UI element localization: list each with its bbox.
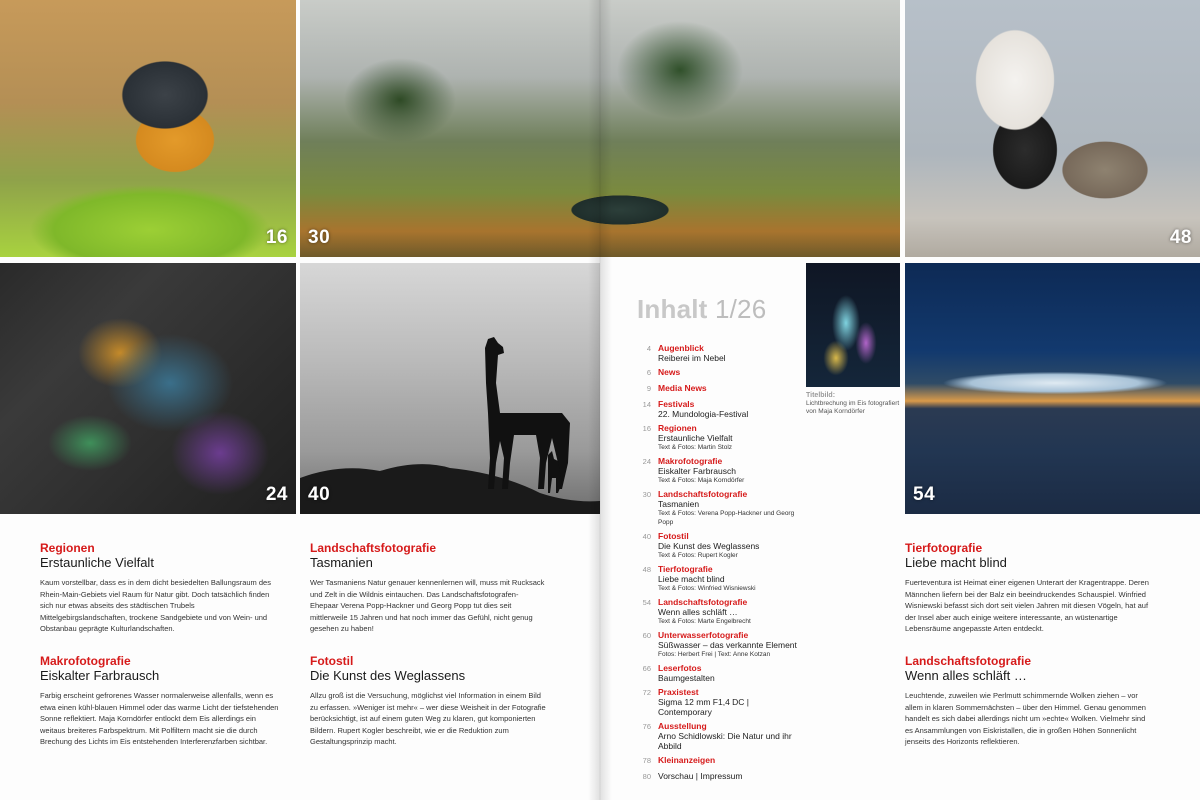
toc-section: Unterwasserfotografie: [658, 630, 749, 640]
toc-page-number: 6: [646, 368, 651, 377]
teaser-section: Landschaftsfotografie: [310, 541, 437, 555]
toc-credit: Text & Fotos: Rupert Kogler: [658, 552, 738, 559]
toc-entry: [637, 423, 805, 452]
toc-entry: [637, 456, 805, 485]
table-of-contents: [637, 343, 805, 787]
contents-title: [637, 294, 766, 325]
teaser-tierfotografie: [905, 541, 1155, 635]
toc-page-number: 40: [642, 532, 651, 541]
toc-entry: [637, 399, 805, 419]
page-number-badge: 16: [265, 227, 288, 248]
toc-section: Leserfotos: [658, 663, 702, 673]
page-number-badge: 24: [265, 484, 288, 505]
page-number-badge: 30: [308, 227, 331, 248]
toc-title: Arno Schidlowski: Die Natur und ihr Abbild: [658, 731, 792, 751]
teaser-section: Tierfotografie: [905, 541, 983, 555]
toc-page-number: 4: [646, 344, 651, 353]
tasmania-landscape-photo: [300, 0, 900, 257]
teaser-headline: Tasmanien: [310, 555, 373, 570]
toc-title: Eiskalter Farbrausch: [658, 466, 736, 476]
teaser-headline: Eiskalter Farbrausch: [40, 668, 160, 683]
toc-page-number: 9: [646, 384, 651, 393]
toc-section: Augenblick: [658, 343, 704, 353]
teaser-body: Farbig erscheint gefrorenes Wasser normalerweise allenfalls, wenn es etwa einen kühl-blauen Himmel oder das warme Licht der tiefstehenden Sonne reflektiert. Maja Korndörfer entlockt dem Eis allerdings ein weitaus breiteres Farbspektrum. Mit Polfiltern macht sie die durch Brechung des Lichts im Eis entstehenden Interferenzfarben sichtbar.: [40, 691, 279, 746]
ice-interference-colors-photo: [0, 263, 296, 514]
toc-section: Landschaftsfotografie: [658, 489, 748, 499]
toc-section: Festivals: [658, 399, 695, 409]
toc-entry: [637, 630, 805, 659]
toc-page-number: 66: [642, 664, 651, 673]
guanaco-silhouette-photo: [300, 263, 600, 514]
toc-title: Tasmanien: [658, 499, 700, 509]
cover-caption: [806, 392, 902, 416]
toc-entry: [637, 755, 805, 767]
toc-section: Praxistest: [658, 687, 699, 697]
toc-page-number: 80: [642, 772, 651, 781]
toc-title: Vorschau | Impressum: [658, 771, 743, 781]
toc-credit: Text & Fotos: Marte Engelbrecht: [658, 618, 751, 625]
toc-title: Die Kunst des Weglassens: [658, 541, 760, 551]
teaser-makrofotografie: [40, 654, 280, 748]
toc-page-number: 16: [642, 424, 651, 433]
teaser-body: Allzu groß ist die Versuchung, möglichst viel Information in einem Bild zu erfassen. »Weniger ist mehr« – wer diese Weisheit in der Fotografie berücksichtigt, ist auf einem guten Weg zu klaren, gut komponierten Bildern. Rupert Kogler beschreibt, wie er die Reduktion zum Gestaltungsprinzip macht.: [310, 691, 546, 746]
page-number-badge: 54: [913, 484, 936, 505]
toc-section: Fotostil: [658, 531, 689, 541]
toc-section: Kleinanzeigen: [658, 755, 716, 765]
toc-entry: [637, 771, 805, 783]
cover-caption-head: Titelbild:: [806, 392, 836, 399]
toc-section: Ausstellung: [658, 721, 707, 731]
toc-section: Makrofotografie: [658, 456, 723, 466]
toc-entry: [637, 663, 805, 683]
toc-page-number: 48: [642, 565, 651, 574]
toc-entry: [637, 564, 805, 593]
toc-title: Baumgestalten: [658, 673, 715, 683]
page-number-badge: 48: [1169, 227, 1192, 248]
toc-section: Regionen: [658, 423, 697, 433]
teaser-wenn-alles-schlaeft: [905, 654, 1155, 748]
issue-number: 1/26: [714, 294, 767, 324]
contents-title-word: Inhalt: [637, 294, 708, 324]
toc-page-number: 78: [642, 756, 651, 765]
teaser-body: Wer Tasmaniens Natur genauer kennenlernen will, muss mit Rucksack und Zelt in die Wildnis eintauchen. Das Landschaftsfotografen-Ehepaar Verena Popp-Hackner und Georg Popp tut dies seit mittlerweile 15 Jahren und hat noch immer das Gefühl, nicht genug gesehen zu haben!: [310, 578, 545, 633]
toc-credit: Text & Fotos: Winfried Wisniewski: [658, 585, 756, 592]
toc-title: Wenn alles schläft …: [658, 607, 738, 617]
toc-page-number: 72: [642, 688, 651, 697]
toc-entry: [637, 367, 805, 379]
teaser-headline: Wenn alles schläft …: [905, 668, 1027, 683]
toc-title: Liebe macht blind: [658, 574, 725, 584]
cover-thumbnail: [806, 263, 900, 387]
toc-page-number: 76: [642, 722, 651, 731]
toc-entry: [637, 383, 805, 395]
toc-page-number: 24: [642, 457, 651, 466]
toc-credit: Text & Fotos: Verena Popp-Hackner und Georg Popp: [658, 510, 795, 526]
cover-caption-text: Lichtbrechung im Eis fotografiert von Maja Korndörfer: [806, 400, 900, 415]
toc-credit: Fotos: Herbert Frei | Text: Anne Kotzan: [658, 651, 771, 658]
toc-title: Sigma 12 mm F1,4 DC | Contemporary: [658, 697, 750, 717]
teaser-headline: Erstaunliche Vielfalt: [40, 555, 154, 570]
toc-section: Landschaftsfotografie: [658, 597, 748, 607]
toc-page-number: 14: [642, 400, 651, 409]
teaser-tasmanien: [310, 541, 546, 635]
toc-section: News: [658, 367, 681, 377]
toc-section: Media News: [658, 383, 707, 393]
toc-title: Reiberei im Nebel: [658, 353, 726, 363]
guanaco-silhouette-art: [300, 263, 600, 514]
toc-section: Tierfotografie: [658, 564, 713, 574]
toc-page-number: 60: [642, 631, 651, 640]
toc-title: Süßwasser – das verkannte Element: [658, 640, 797, 650]
toc-entry: [637, 597, 805, 626]
teaser-regionen: [40, 541, 280, 635]
toc-entry: [637, 489, 805, 527]
toc-credit: Text & Fotos: Martin Stolz: [658, 444, 733, 451]
teaser-fotostil: [310, 654, 546, 748]
toc-page-number: 30: [642, 490, 651, 499]
teaser-headline: Liebe macht blind: [905, 555, 1007, 570]
teaser-section: Makrofotografie: [40, 654, 131, 668]
teaser-section: Landschaftsfotografie: [905, 654, 1032, 668]
toc-entry: [637, 687, 805, 717]
newt-photo: [0, 0, 296, 257]
page-number-badge: 40: [308, 484, 331, 505]
toc-entry: [637, 343, 805, 363]
teaser-body: Leuchtende, zuweilen wie Perlmutt schimmernde Wolken ziehen – vor allem in klaren Sommernächsten – über den Himmel. Genau genommen handelt es sich dabei allerdings nicht um »echte« Wolken. Vielmehr sind es Ansammlungen von Eiskristallen, die in großen Höhen Sonnenlicht jenseits des Horizonts reflektieren.: [905, 691, 1146, 746]
teaser-section: Fotostil: [310, 654, 354, 668]
teaser-body: Fuerteventura ist Heimat einer eigenen Unterart der Kragentrappe. Deren Männchen liefern bei der Balz ein beeindruckendes Schauspiel. Winfried Wisniewski befasst sich dort seit vielen Jahren mit diesen Vögeln, hat auf der Insel aber auch einige weitere interessante, an wüstenartige Lebensräume angepasste Arten entdeckt.: [905, 578, 1149, 633]
noctilucent-clouds-photo: [905, 263, 1200, 514]
toc-credit: Text & Fotos: Maja Korndörfer: [658, 477, 745, 484]
toc-entry: [637, 721, 805, 751]
teaser-headline: Die Kunst des Weglassens: [310, 668, 466, 683]
toc-title: Erstaunliche Vielfalt: [658, 433, 733, 443]
teaser-section: Regionen: [40, 541, 95, 555]
toc-entry: [637, 531, 805, 560]
teaser-body: Kaum vorstellbar, dass es in dem dicht besiedelten Ballungsraum des Rhein-Main-Gebiets viel Raum für Natur gibt. Doch tatsächlich finden sich nur etwas abseits des städtischen Trubels Mittelgebirgslandschaften, trockene Sandgebiete und von Wein- und Obstanbau geprägte Kulturlandschaften.: [40, 578, 271, 633]
toc-page-number: 54: [642, 598, 651, 607]
toc-title: 22. Mundologia-Festival: [658, 409, 749, 419]
houbara-bustard-photo: [905, 0, 1200, 257]
